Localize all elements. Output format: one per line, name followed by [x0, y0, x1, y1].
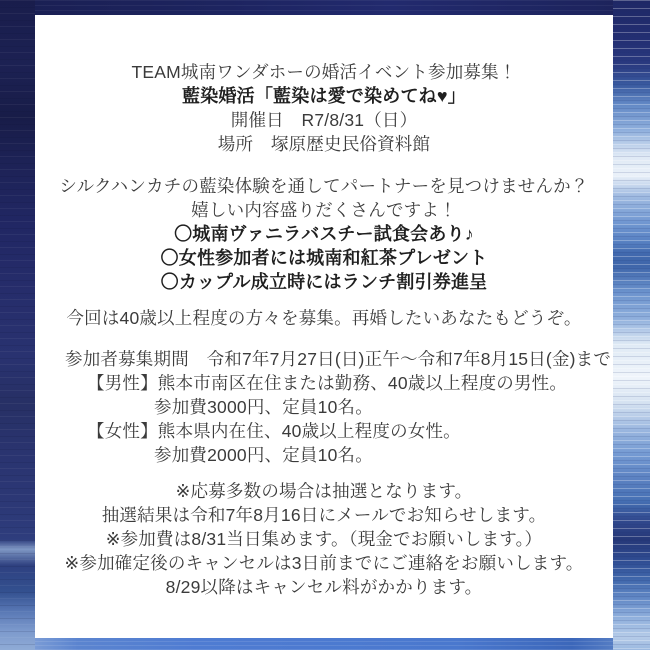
note-fee-collection: ※参加費は8/31当日集めます。（現金でお願いします。）: [105, 529, 543, 549]
note-cancellation: ※参加確定後のキャンセルは3日前までにご連絡をお願いします。: [64, 553, 584, 573]
event-recruit-heading: TEAM城南ワンダホーの婚活イベント参加募集！: [131, 62, 517, 82]
highlight-tea-gift: 〇女性参加者には城南和紅茶プレゼント: [160, 248, 488, 268]
note-lottery: ※応募多数の場合は抽選となります。: [175, 481, 473, 501]
female-fee: 参加費2000円、定員10名。: [154, 445, 373, 465]
indigo-dye-left-band: [0, 0, 35, 650]
flyer-card: [35, 15, 613, 638]
indigo-dye-top-band: [0, 0, 650, 16]
intro-line-2: 嬉しい内容盛りだくさんですよ！: [191, 200, 457, 220]
event-title: 藍染婚活「藍染は愛で染めてね♥」: [182, 86, 466, 106]
male-condition: 【男性】熊本市南区在住または勤務、40歳以上程度の男性。: [87, 373, 568, 393]
male-fee: 参加費3000円、定員10名。: [154, 397, 373, 417]
highlight-tasting: 〇城南ヴァニラバスチー試食会あり♪: [174, 224, 474, 244]
event-date: 開催日 R7/8/31（日）: [230, 110, 418, 130]
recruitment-period: 参加者募集期間 令和7年7月27日(日)正午～令和7年8月15日(金)まで: [65, 349, 612, 369]
note-lottery-result: 抽選結果は令和7年8月16日にメールでお知らせします。: [101, 505, 547, 525]
indigo-dye-bottom-band: [0, 637, 650, 650]
target-note: 今回は40歳以上程度の方々を募集。再婚したいあなたもどうぞ。: [66, 308, 582, 328]
female-condition: 【女性】熊本県内在住、40歳以上程度の女性。: [87, 421, 461, 441]
event-place: 場所 塚原歴史民俗資料館: [217, 134, 431, 154]
highlight-lunch-coupon: 〇カップル成立時にはランチ割引券進呈: [160, 272, 488, 292]
intro-line-1: シルクハンカチの藍染体験を通してパートナーを見つけませんか？: [59, 176, 589, 196]
note-cancellation-fee: 8/29以降はキャンセル料がかかります。: [165, 577, 483, 597]
indigo-dye-right-band: [613, 0, 650, 650]
